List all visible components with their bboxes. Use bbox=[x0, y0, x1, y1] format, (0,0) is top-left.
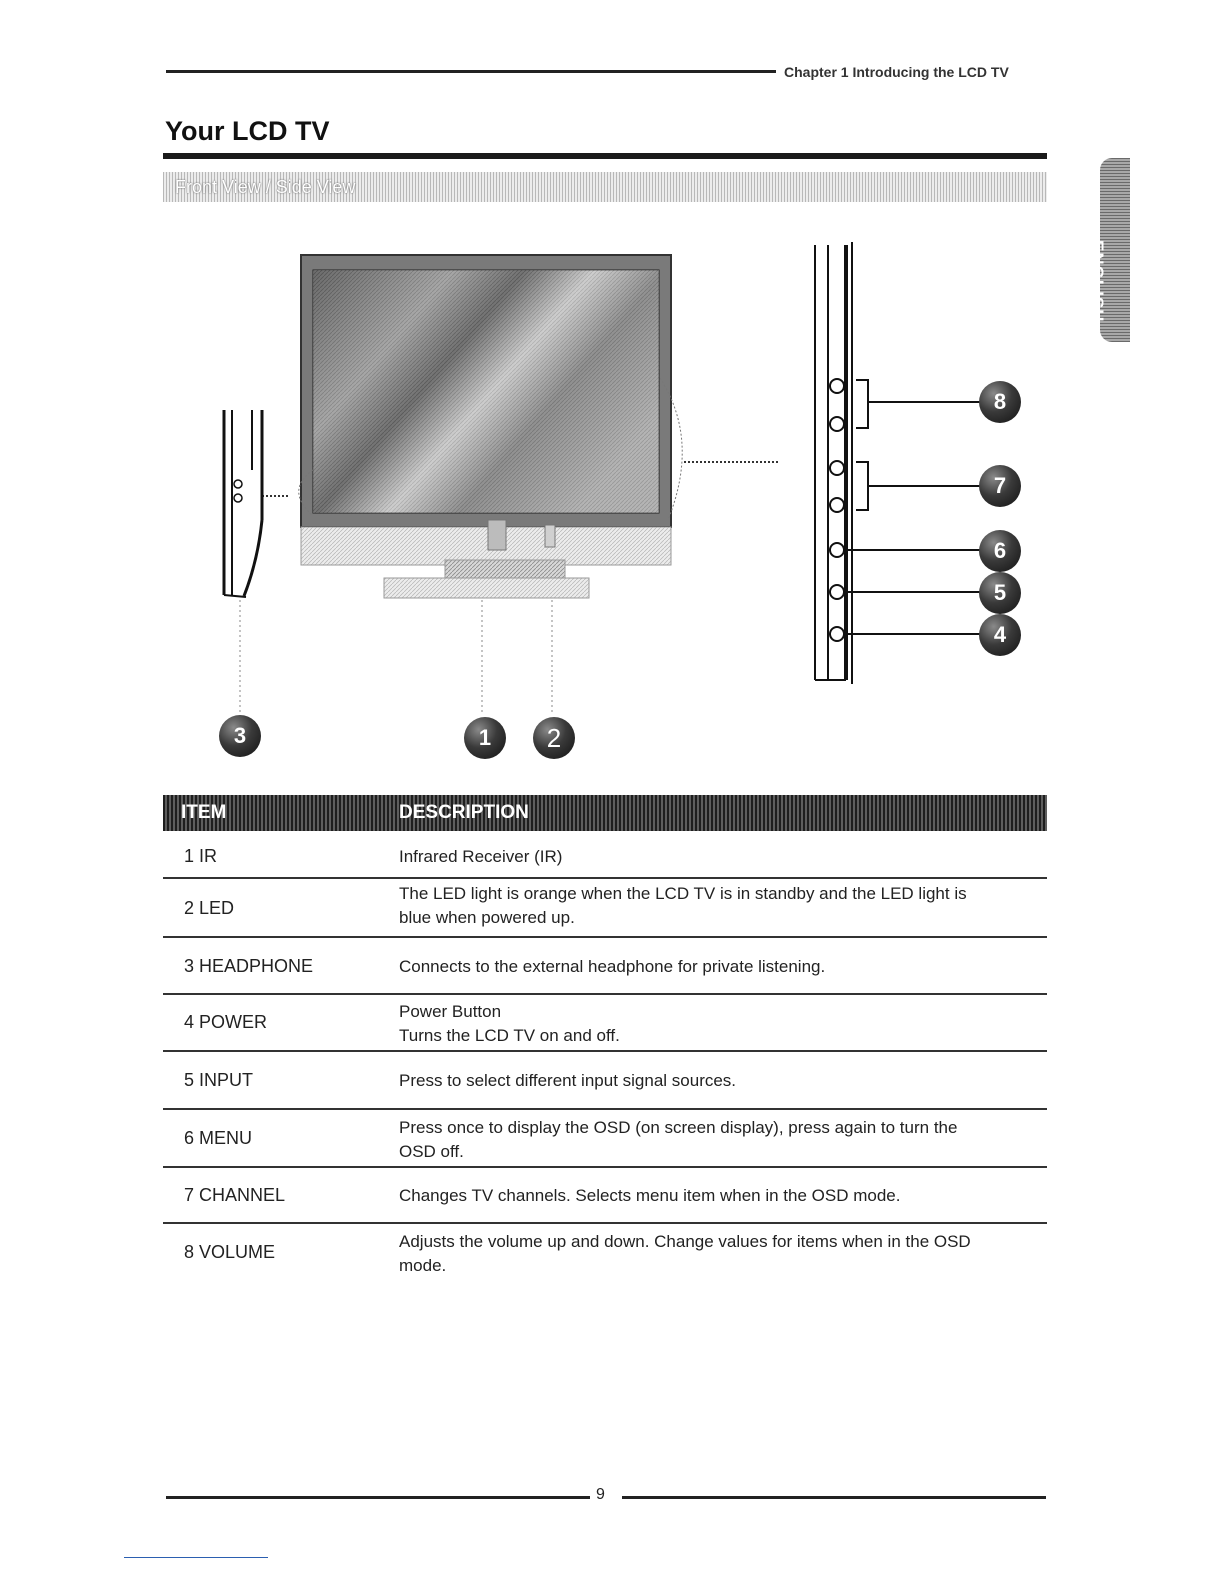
tv-diagram bbox=[0, 0, 1224, 790]
table-row-item: 4 POWER bbox=[184, 1012, 268, 1032]
callout-1: 1 bbox=[464, 717, 506, 759]
row-divider bbox=[163, 993, 1047, 995]
headphone-jack bbox=[234, 480, 242, 488]
footer-rule-left bbox=[166, 1496, 590, 1499]
ir-receiver bbox=[488, 520, 506, 550]
footer-rule-right bbox=[622, 1496, 1046, 1499]
volume-down-button bbox=[830, 417, 844, 431]
power-button bbox=[830, 627, 844, 641]
row-divider bbox=[163, 1108, 1047, 1110]
callout-8: 8 bbox=[979, 381, 1021, 423]
channel-up-button bbox=[830, 461, 844, 475]
language-tab-label: ENGLISH bbox=[1088, 240, 1107, 323]
table-row-description: The LED light is orange when the LCD TV is in standby and the LED light is blue when powered up. bbox=[399, 884, 967, 927]
callout-2: 2 bbox=[533, 717, 575, 759]
callout-5: 5 bbox=[979, 572, 1021, 614]
tv-stand-base bbox=[384, 578, 589, 598]
page-title: Your LCD TV bbox=[165, 116, 330, 146]
table-row-description: Press to select different input signal sources. bbox=[399, 1071, 737, 1090]
table-row-description: Adjusts the volume up and down. Change values for items when in the OSD mode. bbox=[399, 1232, 971, 1275]
callout-6: 6 bbox=[979, 530, 1021, 572]
table-row-description: Connects to the external headphone for private listening. bbox=[399, 957, 826, 976]
page-number: 9 bbox=[596, 1486, 605, 1503]
table-row-description: Power Button Turns the LCD TV on and off. bbox=[399, 1002, 620, 1045]
table-row-item: 8 VOLUME bbox=[184, 1242, 276, 1262]
tv-right-side-view bbox=[815, 242, 982, 684]
volume-up-button bbox=[830, 379, 844, 393]
callout-3: 3 bbox=[219, 715, 261, 757]
table-row-description: Press once to display the OSD (on screen display), press again to turn the OSD off. bbox=[399, 1118, 958, 1161]
table-row-item: 3 HEADPHONE bbox=[184, 956, 314, 976]
led-indicator bbox=[545, 525, 555, 547]
chapter-title: Chapter 1 Introducing the LCD TV bbox=[784, 64, 1009, 80]
column-header-description: DESCRIPTION bbox=[399, 802, 529, 823]
tv-speaker-bar bbox=[301, 527, 671, 565]
column-header-item: ITEM bbox=[181, 802, 227, 823]
row-divider bbox=[163, 1166, 1047, 1168]
table-row-item: 6 MENU bbox=[184, 1128, 253, 1148]
table-row-item: 5 INPUT bbox=[184, 1070, 254, 1090]
row-divider bbox=[163, 1050, 1047, 1052]
table-row-item: 7 CHANNEL bbox=[184, 1185, 286, 1205]
table-row-description: Changes TV channels. Selects menu item when in the OSD mode. bbox=[399, 1186, 901, 1205]
table-row-description: Infrared Receiver (IR) bbox=[399, 847, 563, 866]
callout-7: 7 bbox=[979, 465, 1021, 507]
row-divider bbox=[163, 1222, 1047, 1224]
corner-line bbox=[124, 1557, 268, 1558]
tv-front-view bbox=[301, 255, 671, 598]
table-row-item: 2 LED bbox=[184, 898, 235, 918]
table-row-item: 1 IR bbox=[184, 846, 218, 866]
menu-button bbox=[830, 543, 844, 557]
row-divider bbox=[163, 877, 1047, 879]
tv-left-side-view bbox=[224, 410, 262, 597]
callout-4: 4 bbox=[979, 614, 1021, 656]
row-divider bbox=[163, 936, 1047, 938]
table-header bbox=[163, 795, 1047, 831]
section-label: Front View / Side View bbox=[175, 177, 356, 197]
input-button bbox=[830, 585, 844, 599]
channel-down-button bbox=[830, 498, 844, 512]
